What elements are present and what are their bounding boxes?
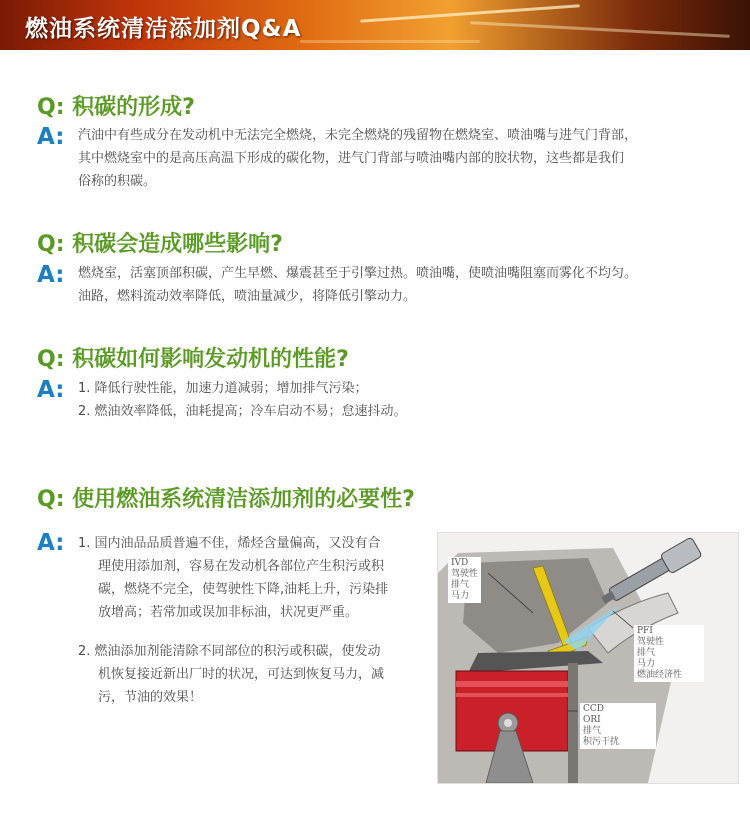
pfi-item: 驾驶性 — [637, 637, 665, 647]
ccd-label — [580, 703, 656, 749]
question-1 — [37, 90, 195, 121]
question-2 — [37, 227, 283, 258]
a-mark: A: — [37, 262, 65, 288]
ivd-title: IVD — [451, 558, 469, 568]
answer-1 — [78, 124, 637, 193]
answer-line: 碳，燃烧不完全，使驾驶性下降,油耗上升，污染排 — [98, 582, 389, 597]
a-mark: A: — [37, 530, 65, 556]
a-mark: A: — [37, 124, 65, 150]
answer-2 — [78, 262, 637, 308]
q-mark: Q: — [37, 347, 65, 372]
q-mark: Q: — [37, 232, 65, 257]
answer-line: 污，节油的效果！ — [98, 690, 203, 705]
engine-diagram — [437, 532, 739, 784]
answer-3 — [78, 377, 407, 423]
ccd-title: CCD — [583, 704, 604, 714]
pfi-item: 排气 — [637, 648, 656, 658]
question-text: 积碳会造成哪些影响? — [72, 232, 283, 257]
question-text: 积碳如何影响发动机的性能? — [72, 347, 349, 372]
question-text: 积碳的形成? — [72, 95, 195, 120]
light-streak — [470, 21, 730, 38]
ivd-item: 马力 — [451, 591, 470, 601]
ivd-item: 驾驶性 — [451, 569, 479, 579]
answer-line: 2. 燃油添加剂能清除不同部位的积污或积碳，使发动 — [78, 644, 381, 659]
light-streak — [360, 4, 580, 22]
question-4 — [37, 482, 415, 513]
page-title: 燃油系统清洁添加剂Q&A — [25, 16, 302, 42]
header-banner — [0, 0, 750, 50]
ivd-item: 排气 — [451, 580, 470, 590]
pfi-item: 马力 — [637, 659, 656, 669]
q-mark: Q: — [37, 487, 65, 512]
pfi-label — [634, 625, 704, 682]
ivd-label — [448, 557, 481, 603]
question-text: 使用燃油系统清洁添加剂的必要性? — [72, 487, 415, 512]
answer-line: 其中燃烧室中的是高压高温下形成的碳化物，进气门背部与喷油嘴内部的胶状物，这些都是我们 — [78, 151, 625, 166]
light-streak — [300, 40, 480, 43]
pfi-item: 燃油经济性 — [637, 670, 683, 680]
answer-line: 汽油中有些成分在发动机中无法完全燃烧，未完全燃烧的残留物在燃烧室、喷油嘴与进气门背部， — [78, 128, 638, 143]
answer-line: 1. 降低行驶性能，加速力道减弱；增加排气污染； — [78, 381, 368, 396]
answer-line: 2. 燃油效率降低，油耗提高；冷车启动不易；怠速抖动。 — [78, 404, 407, 419]
answer-line: 理使用添加剂，容易在发动机各部位产生积污或积 — [98, 559, 385, 574]
answer-line: 1. 国内油品品质普遍不佳，烯烃含量偏高，又没有合 — [78, 536, 381, 551]
pfi-title: PFI — [637, 626, 653, 636]
answer-4-item-1 — [78, 532, 428, 624]
ccd-item: 积污干扰 — [583, 737, 620, 747]
ccd-item: ORI — [583, 715, 601, 725]
q-mark: Q: — [37, 95, 65, 120]
a-mark: A: — [37, 377, 65, 403]
answer-line: 燃烧室，活塞顶部积碳，产生早燃、爆震甚至于引擎过热。喷油嘴，使喷油嘴阻塞而雾化不均匀。 — [78, 266, 638, 281]
answer-line: 放增高；若常加或误加非标油，状况更严重。 — [98, 605, 359, 620]
question-3 — [37, 342, 349, 373]
answer-line: 油路，燃料流动效率降低，喷油量减少，将降低引擎动力。 — [78, 289, 417, 304]
answer-line: 机恢复接近新出厂时的状况，可达到恢复马力，减 — [98, 667, 385, 682]
answer-4-item-2 — [78, 640, 428, 709]
answer-line: 俗称的积碳。 — [78, 174, 157, 189]
ccd-item: 排气 — [583, 726, 602, 736]
